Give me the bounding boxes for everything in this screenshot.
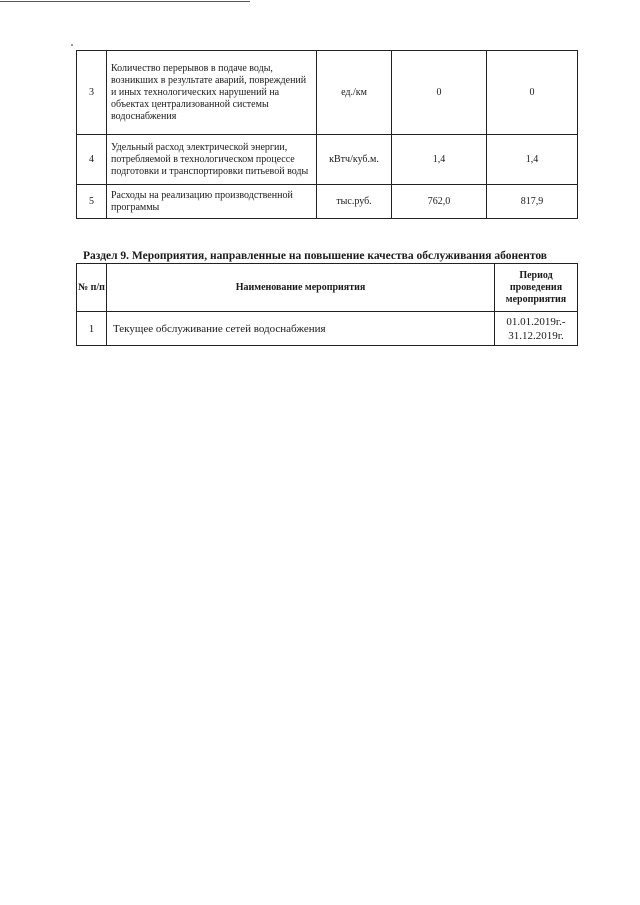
indicator-name: Удельный расход электрической энергии, потребляемой в технологическом процессе подготовки и транспортировки питьевой воды bbox=[107, 135, 317, 185]
indicator-value-1: 762,0 bbox=[392, 185, 487, 219]
indicator-unit: тыс.руб. bbox=[317, 185, 392, 219]
row-number: 4 bbox=[77, 135, 107, 185]
header-num: № п/п bbox=[77, 264, 107, 312]
indicator-value-2: 817,9 bbox=[487, 185, 578, 219]
indicator-name: Расходы на реализацию производственной программы bbox=[107, 185, 317, 219]
section-title: Раздел 9. Мероприятия, направленные на повышение качества обслуживания абонентов bbox=[83, 250, 548, 262]
header-name: Наименование мероприятия bbox=[107, 264, 495, 312]
top-rule bbox=[0, 1, 250, 2]
scan-speck bbox=[71, 44, 73, 46]
events-table bbox=[76, 263, 578, 346]
indicator-unit: ед./км bbox=[317, 51, 392, 135]
table-header-row bbox=[77, 264, 578, 312]
event-name: Текущее обслуживание сетей водоснабжения bbox=[107, 312, 495, 346]
table-row bbox=[77, 51, 578, 135]
indicator-value-2: 0 bbox=[487, 51, 578, 135]
row-number: 1 bbox=[77, 312, 107, 346]
indicator-unit: кВтч/куб.м. bbox=[317, 135, 392, 185]
row-number: 3 bbox=[77, 51, 107, 135]
indicators-table bbox=[76, 50, 578, 219]
indicator-value-1: 1,4 bbox=[392, 135, 487, 185]
row-number: 5 bbox=[77, 185, 107, 219]
indicator-value-2: 1,4 bbox=[487, 135, 578, 185]
indicator-name: Количество перерывов в подаче воды, возникших в результате аварий, повреждений и иных технологических нарушений на объектах централизованной системы водоснабжения bbox=[107, 51, 317, 135]
table-row bbox=[77, 312, 578, 346]
indicator-value-1: 0 bbox=[392, 51, 487, 135]
table-row bbox=[77, 135, 578, 185]
event-period: 01.01.2019г.- 31.12.2019г. bbox=[495, 312, 578, 346]
header-period: Период проведения мероприятия bbox=[495, 264, 578, 312]
table-row bbox=[77, 185, 578, 219]
